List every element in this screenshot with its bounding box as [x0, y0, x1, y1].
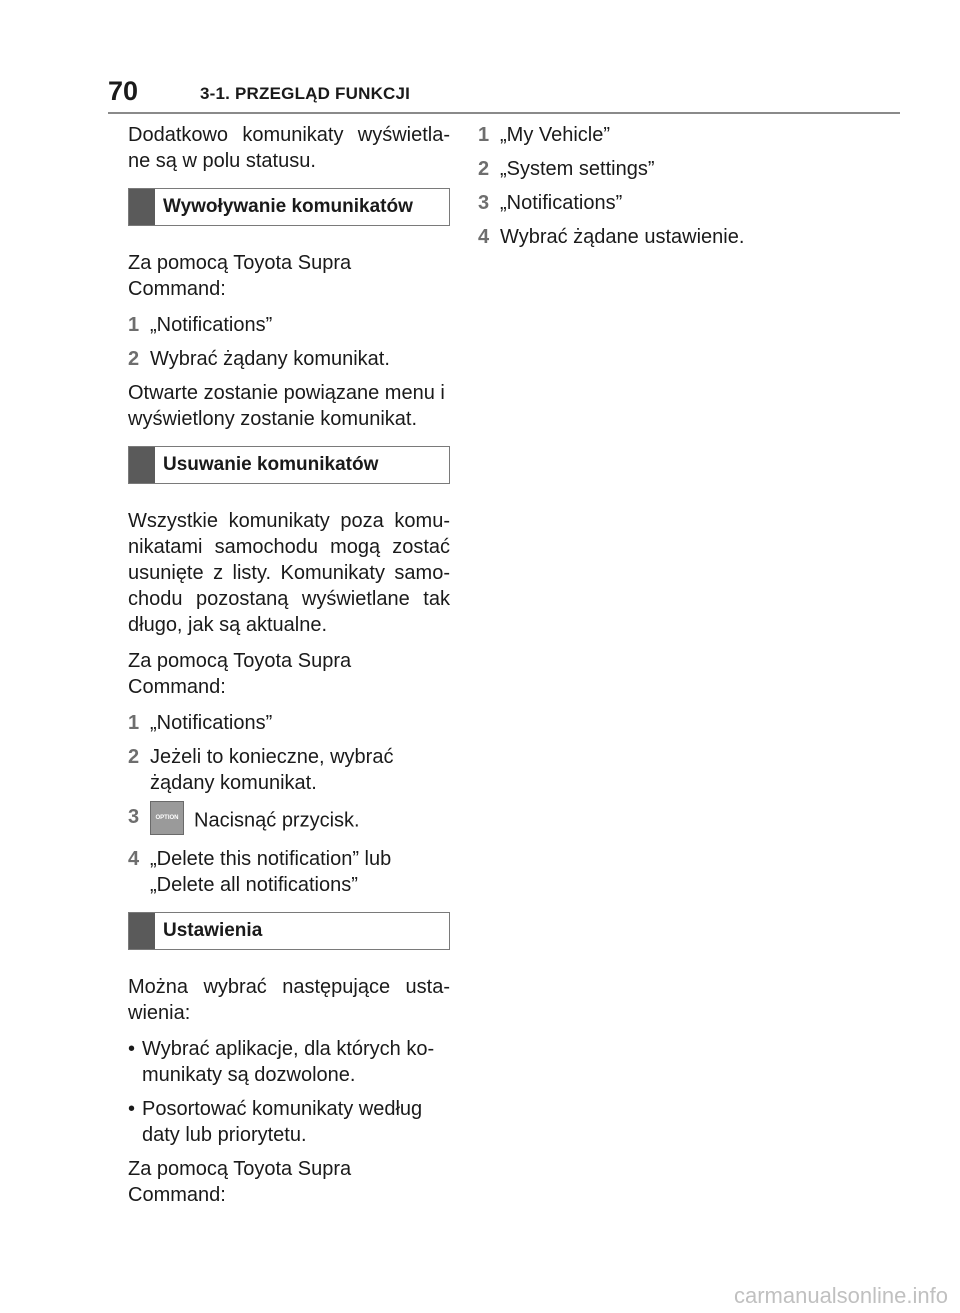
paragraph-command-3: Za pomocą Toyota Supra Command:: [128, 1158, 352, 1206]
step-text: „Notifications”: [150, 712, 273, 734]
step-item: [478, 224, 808, 250]
step-item: [128, 312, 450, 338]
heading-text: Usuwanie komunikatów: [163, 454, 379, 475]
step-number: 2: [128, 746, 140, 768]
step-text: „Delete this notification” lub „Delete all notifications”: [150, 848, 392, 896]
page-header: [0, 0, 960, 118]
heading-text: Wywoływanie komunikatów: [163, 196, 413, 217]
watermark: carmanualsonline.info: [733, 1283, 948, 1308]
paragraph-command-2: Za pomocą Toyota Supra Command:: [128, 650, 352, 698]
step-number: 1: [128, 712, 140, 734]
step-item: [128, 710, 450, 736]
section-title: 3-1. PRZEGLĄD FUNKCJI: [200, 84, 411, 103]
heading-calling-messages: [128, 188, 450, 226]
paragraph-settings-info: Można wybrać następujące usta-wienia:: [128, 976, 450, 1024]
step-text: „Notifications”: [500, 192, 623, 214]
step-number: 1: [128, 314, 140, 336]
step-number: 3: [478, 192, 490, 214]
step-item: [128, 846, 450, 898]
step-item: [478, 122, 808, 148]
left-column: [128, 122, 450, 1218]
right-column: [478, 122, 808, 258]
option-button-icon: OPTION: [150, 801, 184, 835]
intro-paragraph: Dodatkowo komunikaty wyświetla-ne są w polu statusu.: [128, 124, 450, 172]
step-number: 2: [478, 158, 490, 180]
step-item: [128, 744, 450, 796]
step-number: 3: [128, 806, 140, 828]
bullet-item: [128, 1036, 450, 1088]
paragraph-menu-opened: Otwarte zostanie powiązane menu i wyświetlony zostanie komunikat.: [128, 382, 445, 430]
step-text: „System settings”: [500, 158, 655, 180]
step-item: [128, 804, 450, 838]
bullet-text: Posortować komunikaty według daty lub priorytetu.: [142, 1098, 423, 1146]
bullet-dot: •: [128, 1038, 136, 1060]
bullet-dot: •: [128, 1098, 136, 1120]
step-text: Nacisnąć przycisk.: [194, 809, 360, 832]
step-number: 1: [478, 124, 490, 146]
step-text: „My Vehicle”: [500, 124, 611, 146]
heading-bar: [129, 189, 155, 225]
heading-settings: [128, 912, 450, 950]
step-item: [128, 346, 450, 372]
bullet-text: Wybrać aplikacje, dla których ko-munikaty są dozwolone.: [142, 1038, 435, 1086]
step-item: [478, 190, 808, 216]
heading-bar: [129, 913, 155, 949]
step-text: „Notifications”: [150, 314, 273, 336]
step-text: Jeżeli to konieczne, wybrać żądany komunikat.: [150, 746, 394, 794]
heading-deleting-messages: [128, 446, 450, 484]
step-item: [478, 156, 808, 182]
step-text: Wybrać żądany komunikat.: [150, 348, 390, 370]
heading-bar: [129, 447, 155, 483]
step-number: 4: [128, 848, 140, 870]
page-number: 70: [108, 76, 139, 106]
step-number: 4: [478, 226, 490, 248]
paragraph-command-1: Za pomocą Toyota Supra Command:: [128, 252, 352, 300]
heading-text: Ustawienia: [163, 920, 263, 941]
header-divider: [108, 112, 900, 114]
step-number: 2: [128, 348, 140, 370]
paragraph-delete-info: Wszystkie komunikaty poza komu-nikatami samochodu mogą zostać usunięte z listy. Komunikaty samo-chodu pozostaną wyświetlane tak długo, jak są aktualne.: [128, 510, 450, 636]
step-text: Wybrać żądane ustawienie.: [500, 226, 745, 248]
bullet-item: [128, 1096, 450, 1148]
